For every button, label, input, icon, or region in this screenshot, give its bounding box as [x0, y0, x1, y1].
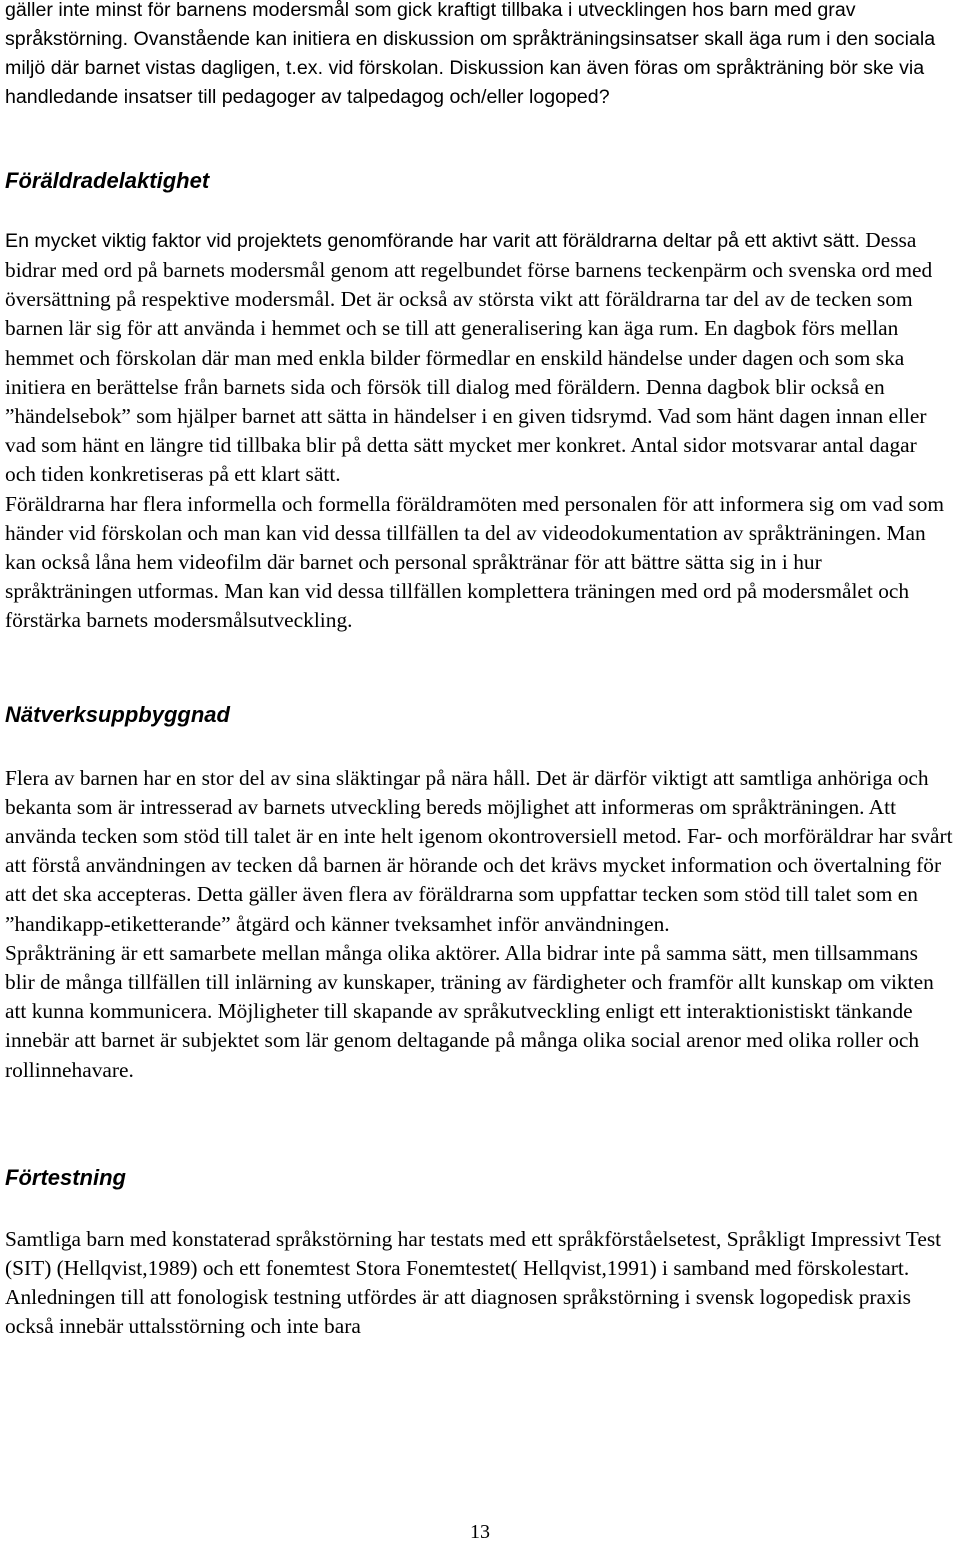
- heading-foraldradelaktighet: Föräldradelaktighet: [5, 168, 210, 193]
- heading-natverksuppbyggnad: Nätverksuppbyggnad: [5, 701, 230, 727]
- document-page: [5, 0, 953, 1342]
- parent-paragraph-1-sans: En mycket viktig faktor vid projektets genomförande har varit att föräldrarna deltar på ett aktivt sätt.: [5, 230, 860, 252]
- page-number: 13: [470, 1521, 490, 1543]
- pretest-paragraph-1: Samtliga barn med konstaterad språkstörning har testats med ett språkförståelsetest, Språkligt Impressivt Test (SIT) (Hellqvist,1989) och ett fonemtest Stora Fonemtestet( Hellqvist,1991) i samband med förskolestart. Anledningen till att fonologisk testning utfördes är att diagnosen språkstörning i svensk logopedisk praxis också innebär uttalsstörning och inte bara: [5, 1226, 942, 1339]
- network-paragraph-1: Flera av barnen har en stor del av sina släktingar på nära håll. Det är därför viktigt att samtliga anhöriga och bekanta som är intresserad av barnets utveckling bereds möjlighet att informeras om språkträningen. Att använda tecken som stöd till talet är en inte helt igenom okontroversiell metod. Far- och morföräldrar har svårt att förstå användningen av tecken då barnen är hörande och det krävs mycket information och övertalning för att det ska accepteras. Detta gäller även flera av föräldrarna som uppfattar tecken som stöd till talet som en ”handikapp-etiketterande” åtgärd och känner tveksamhet inför användningen.: [5, 765, 953, 936]
- network-paragraph-2: Språkträning är ett samarbete mellan många olika aktörer. Alla bidrar inte på samma sätt, men tillsammans blir de många tillfällen till inlärning av kunskaper, träning av färdigheter och framför allt kunskap om vikten att kunna kommunicera. Möjligheter till skapande av språkutveckling enligt ett interaktionistiskt tänkande innebär att barnet är subjektet som lär genom deltagande på många olika social arenor med olika roller och rollinnehavare.: [5, 940, 934, 1082]
- parent-paragraph-1-serif: Dessa bidrar med ord på barnets modersmål genom att regelbundet förse barnens teckenpärm och svenska ord med översättning på respektive modersmål. Det är också av största vikt att föräldrarna tar del av de tecken som barnen lär sig för att använda i hemmet och se till att generalisering kan äga rum. En dagbok förs mellan hemmet och förskolan där man med enkla bilder förmedlar en enskild händelse under dagen och som ska initiera en berättelse från barnets sida och försök till dialog med föräldern. Denna dagbok blir också en ”händelsebok” som hjälper barnet att sätta in händelser i en given tidsrymd. Vad som hänt dagen innan eller vad som hänt en längre tid tillbaka blir på detta sätt mycket mer konkret. Antal sidor motsvarar antal dagar och tiden konkretiseras på ett klart sätt.: [5, 228, 933, 487]
- network-section-body: [5, 764, 953, 1085]
- intro-paragraph: gäller inte minst för barnens modersmål som gick kraftigt tillbaka i utvecklingen hos barn med grav språkstörning. Ovanstående kan initiera en diskussion om språkträningsinsatser skall äga rum i den sociala miljö där barnet vistas dagligen, t.ex. vid förskolan. Diskussion kan även föras om språkträning bör ske via handledande insatser till pedagoger av talpedagog och/eller logoped?: [5, 0, 936, 108]
- heading-fortestning: Förtestning: [5, 1164, 126, 1190]
- parent-paragraph-1: [5, 226, 953, 490]
- parent-paragraph-2: Föräldrarna har flera informella och formella föräldramöten med personalen för att informera sig om vad som händer vid förskolan och man kan vid dessa tillfällen ta del av videodokumentation av språkträningen. Man kan också låna hem videofilm där barnet och personal språktränar för att bättre sätta sig in i hur språkträningen utformas. Man kan vid dessa tillfällen komplettera träningen med ord på modersmålet och förstärka barnets modersmålsutveckling.: [5, 491, 945, 633]
